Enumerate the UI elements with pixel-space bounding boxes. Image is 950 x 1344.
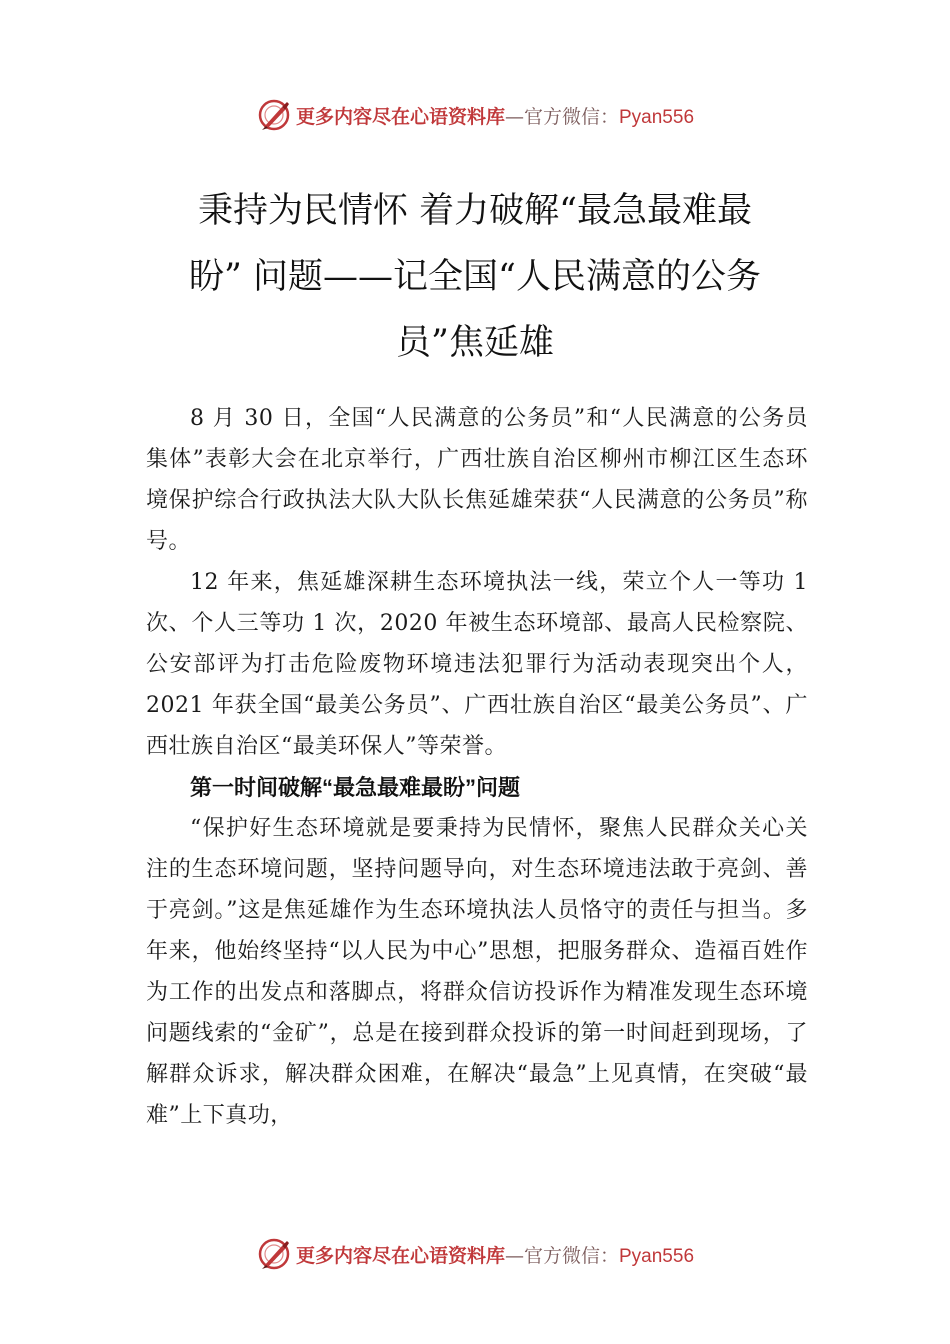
pen-nib-circle-icon [256, 1236, 292, 1272]
banner-dash: — [504, 1244, 524, 1267]
banner-dash: — [504, 105, 524, 128]
pen-nib-circle-icon [256, 97, 292, 133]
banner-text [296, 1241, 694, 1268]
title-line: 秉持为民情怀 着力破解“最急最难最 [197, 191, 753, 231]
page-title [160, 178, 790, 376]
paragraph: “保护好生态环境就是要秉持为民情怀，聚焦人民群众关心关注的生态环境问题，坚持问题导向，对生态环境违法敢于亮剑、善于亮剑。”这是焦延雄作为生态环境执法人员恪守的责任与担当。多年来，他始终坚持“以人民为中心”思想，把服务群众、造福百姓作为工作的出发点和落脚点，将群众信访投诉作为精准发现生态环境问题线索的“金矿”，总是在接到群众投诉的第一时间赶到现场，了解群众诉求，解决群众困难，在解决“最急”上见真情，在突破“最难”上下真功， [146, 816, 808, 1128]
paragraph: 8 月 30 日，全国“人民满意的公务员”和“人民满意的公务员集体”表彰大会在北京举行，广西壮族自治区柳州市柳江区生态环境保护综合行政执法大队大队长焦延雄荣获“人民满意的公务员”称号。 [146, 406, 808, 554]
banner-main-text: 更多内容尽在心语资料库 [295, 105, 505, 128]
title-line: 员”焦延雄 [396, 323, 554, 363]
banner-main-text: 更多内容尽在心语资料库 [295, 1244, 505, 1267]
banner-text [296, 102, 694, 129]
article-body [146, 398, 808, 1136]
banner-label: 官方微信： [523, 1244, 619, 1267]
banner-wechat-id: Pyan556 [619, 1245, 695, 1267]
title-line: 盼” 问题——记全国“人民满意的公务 [189, 257, 761, 297]
header-banner [0, 95, 950, 135]
banner-label: 官方微信： [523, 105, 619, 128]
banner-wechat-id: Pyan556 [619, 106, 695, 128]
footer-banner [0, 1234, 950, 1274]
paragraph: 12 年来，焦延雄深耕生态环境执法一线，荣立个人一等功 1 次、个人三等功 1 次，2020 年被生态环境部、最高人民检察院、公安部评为打击危险废物环境违法犯罪行为活动表现突出个人，2021 年获全国“最美公务员”、广西壮族自治区“最美公务员”、广西壮族自治区“最美环保人”等荣誉。 [146, 570, 808, 759]
section-heading: 第一时间破解“最急最难最盼”问题 [190, 775, 521, 800]
